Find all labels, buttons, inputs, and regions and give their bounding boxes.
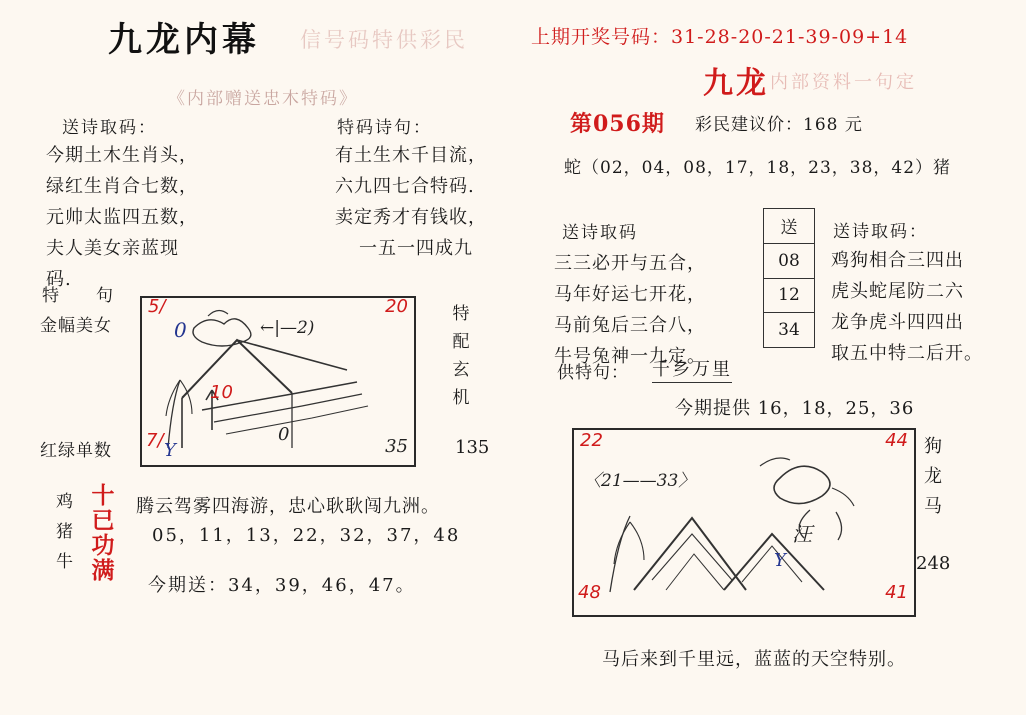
poem-right-a-line: 马前兔后三合八，: [554, 315, 706, 336]
sketch2-mark-top-left: 22: [580, 430, 603, 451]
poem-left-line: 元帅太监四五数，: [46, 207, 198, 228]
sketch-mark-blue-zero: 0: [174, 318, 187, 342]
poem-right-a: [554, 248, 764, 372]
sketch2-mark-wang: 汪: [792, 522, 812, 546]
number-box-cell: 12: [764, 279, 814, 314]
red-stamp-char: 十: [91, 483, 115, 509]
sketch-mark-bottom-mid: 0: [278, 424, 290, 445]
issue-number: 第056期: [570, 111, 665, 137]
sketch-mark-y: Y: [164, 440, 176, 461]
label-songshi-right-a: 送诗取码: [562, 223, 638, 243]
title-watermark: 信号码特供彩民: [300, 28, 468, 52]
poem-teshi-line: 六九四七合特码.: [335, 176, 475, 197]
poem-left-line: 夫人美女亲蓝现: [46, 238, 179, 259]
sketch2-mark-top-right: 44: [885, 430, 908, 451]
sketch-panel-left: [140, 296, 416, 467]
poem-left: [46, 140, 266, 290]
poem-left-line: 今期土木生肖头，: [46, 145, 198, 166]
poem-teshi-last: 一五一四成九: [359, 238, 473, 259]
sketch-drawing-right: [574, 430, 914, 615]
suggested-price: 彩民建议价：168 元: [695, 115, 863, 135]
right-title: 九龙: [703, 66, 769, 101]
poem-left-line: 绿红生肖合七数，: [46, 176, 198, 197]
sketch-mark-top-right: 20: [385, 296, 408, 317]
poem-right-b-line: 取五中特二后开。: [831, 343, 983, 364]
red-stamp-char: 功: [91, 533, 115, 559]
bottom-verse: 马后来到千里远，蓝蓝的天空特别。: [602, 649, 906, 670]
gongte-value: 千乡万里: [652, 355, 732, 383]
poem-right-b: [831, 245, 1026, 369]
label-gongte: 供特句：: [557, 363, 629, 383]
verse-line-left: 腾云驾雾四海游，忠心耿耿闯九洲。: [136, 496, 440, 517]
number-box-cell: 送: [764, 209, 814, 244]
sketch2-mark-y: Y: [774, 550, 786, 571]
right-title-watermark: 内部资料一句定: [770, 72, 917, 93]
label-songshi-left: 送诗取码：: [62, 118, 157, 138]
number-box-cell: 34: [778, 320, 800, 341]
poem-teshi: [335, 140, 520, 264]
numbers-line-left: 05，11，13，22，32，37，48: [152, 525, 461, 546]
last-draw-numbers: 上期开奖号码：31-28-20-21-39-09+14: [531, 26, 909, 48]
poem-teshi-line: 有土生木千目流，: [335, 145, 487, 166]
label-vertical-tepei: 特配玄机: [452, 304, 470, 408]
label-jinfu: 金幅美女: [40, 316, 112, 336]
poem-teshi-line: 卖定秀才有钱收，: [335, 207, 487, 228]
poem-right-a-line: 牛号兔神一九定。: [554, 346, 706, 367]
poem-right-b-line: 龙争虎斗四四出: [831, 312, 964, 333]
subtitle-watermark: 《内部赠送忠木特码》: [168, 89, 358, 109]
red-stamp-char: 满: [91, 558, 115, 584]
poem-right-b-line: 鸡狗相合三四出: [831, 250, 964, 271]
zodiac-item: 猪: [56, 522, 74, 542]
sketch2-mark-bottom-right: 41: [885, 582, 908, 603]
label-teju: 特 句: [42, 286, 123, 306]
sketch-mark-10: 10: [210, 382, 233, 403]
poem-right-a-line: 马年好运七开花，: [554, 284, 706, 305]
label-honglv: 红绿单数: [40, 441, 112, 461]
zodiac-number-row: 蛇（02，04，08，17，18，23，38，42）猪: [564, 158, 952, 178]
zodiac-item: 牛: [56, 552, 74, 572]
sketch-mark-note: ←|—2): [260, 318, 315, 338]
poem-right-b-line: 虎头蛇尾防二六: [831, 281, 964, 302]
sketch-mark-bottom-right: 35: [385, 436, 408, 457]
sketch-mark-bottom-left: 7/: [146, 430, 164, 451]
number-135: 135: [455, 437, 490, 458]
number-box-cell: 08: [764, 244, 814, 279]
red-stamp-text: [88, 484, 118, 584]
page-title: 九龙内幕: [108, 20, 260, 60]
provided-numbers: 今期提供 16，18，25，36: [675, 398, 915, 419]
right-column: [520, 0, 1026, 715]
label-songshi-right-b: 送诗取码：: [833, 222, 928, 242]
red-stamp-char: 已: [91, 508, 115, 534]
sketch2-mark-note: 〈21——33〉: [584, 471, 696, 491]
poem-left-hang: 码.: [46, 269, 72, 290]
label-vertical-zodiac-right: 狗龙马: [924, 436, 942, 517]
poem-right-a-line: 三三必开与五合，: [554, 253, 706, 274]
sketch-mark-top-left: 5/: [148, 296, 166, 317]
label-teshi: 特码诗句：: [337, 118, 432, 138]
number-box: [763, 208, 815, 348]
sketch2-mark-bottom-left: 48: [578, 582, 601, 603]
numbers-send-left: 今期送：34，39，46，47。: [148, 575, 416, 596]
zodiac-item: 鸡: [56, 492, 74, 512]
number-248: 248: [916, 553, 951, 574]
sketch-panel-right: [572, 428, 916, 617]
zodiac-column: [56, 487, 74, 577]
